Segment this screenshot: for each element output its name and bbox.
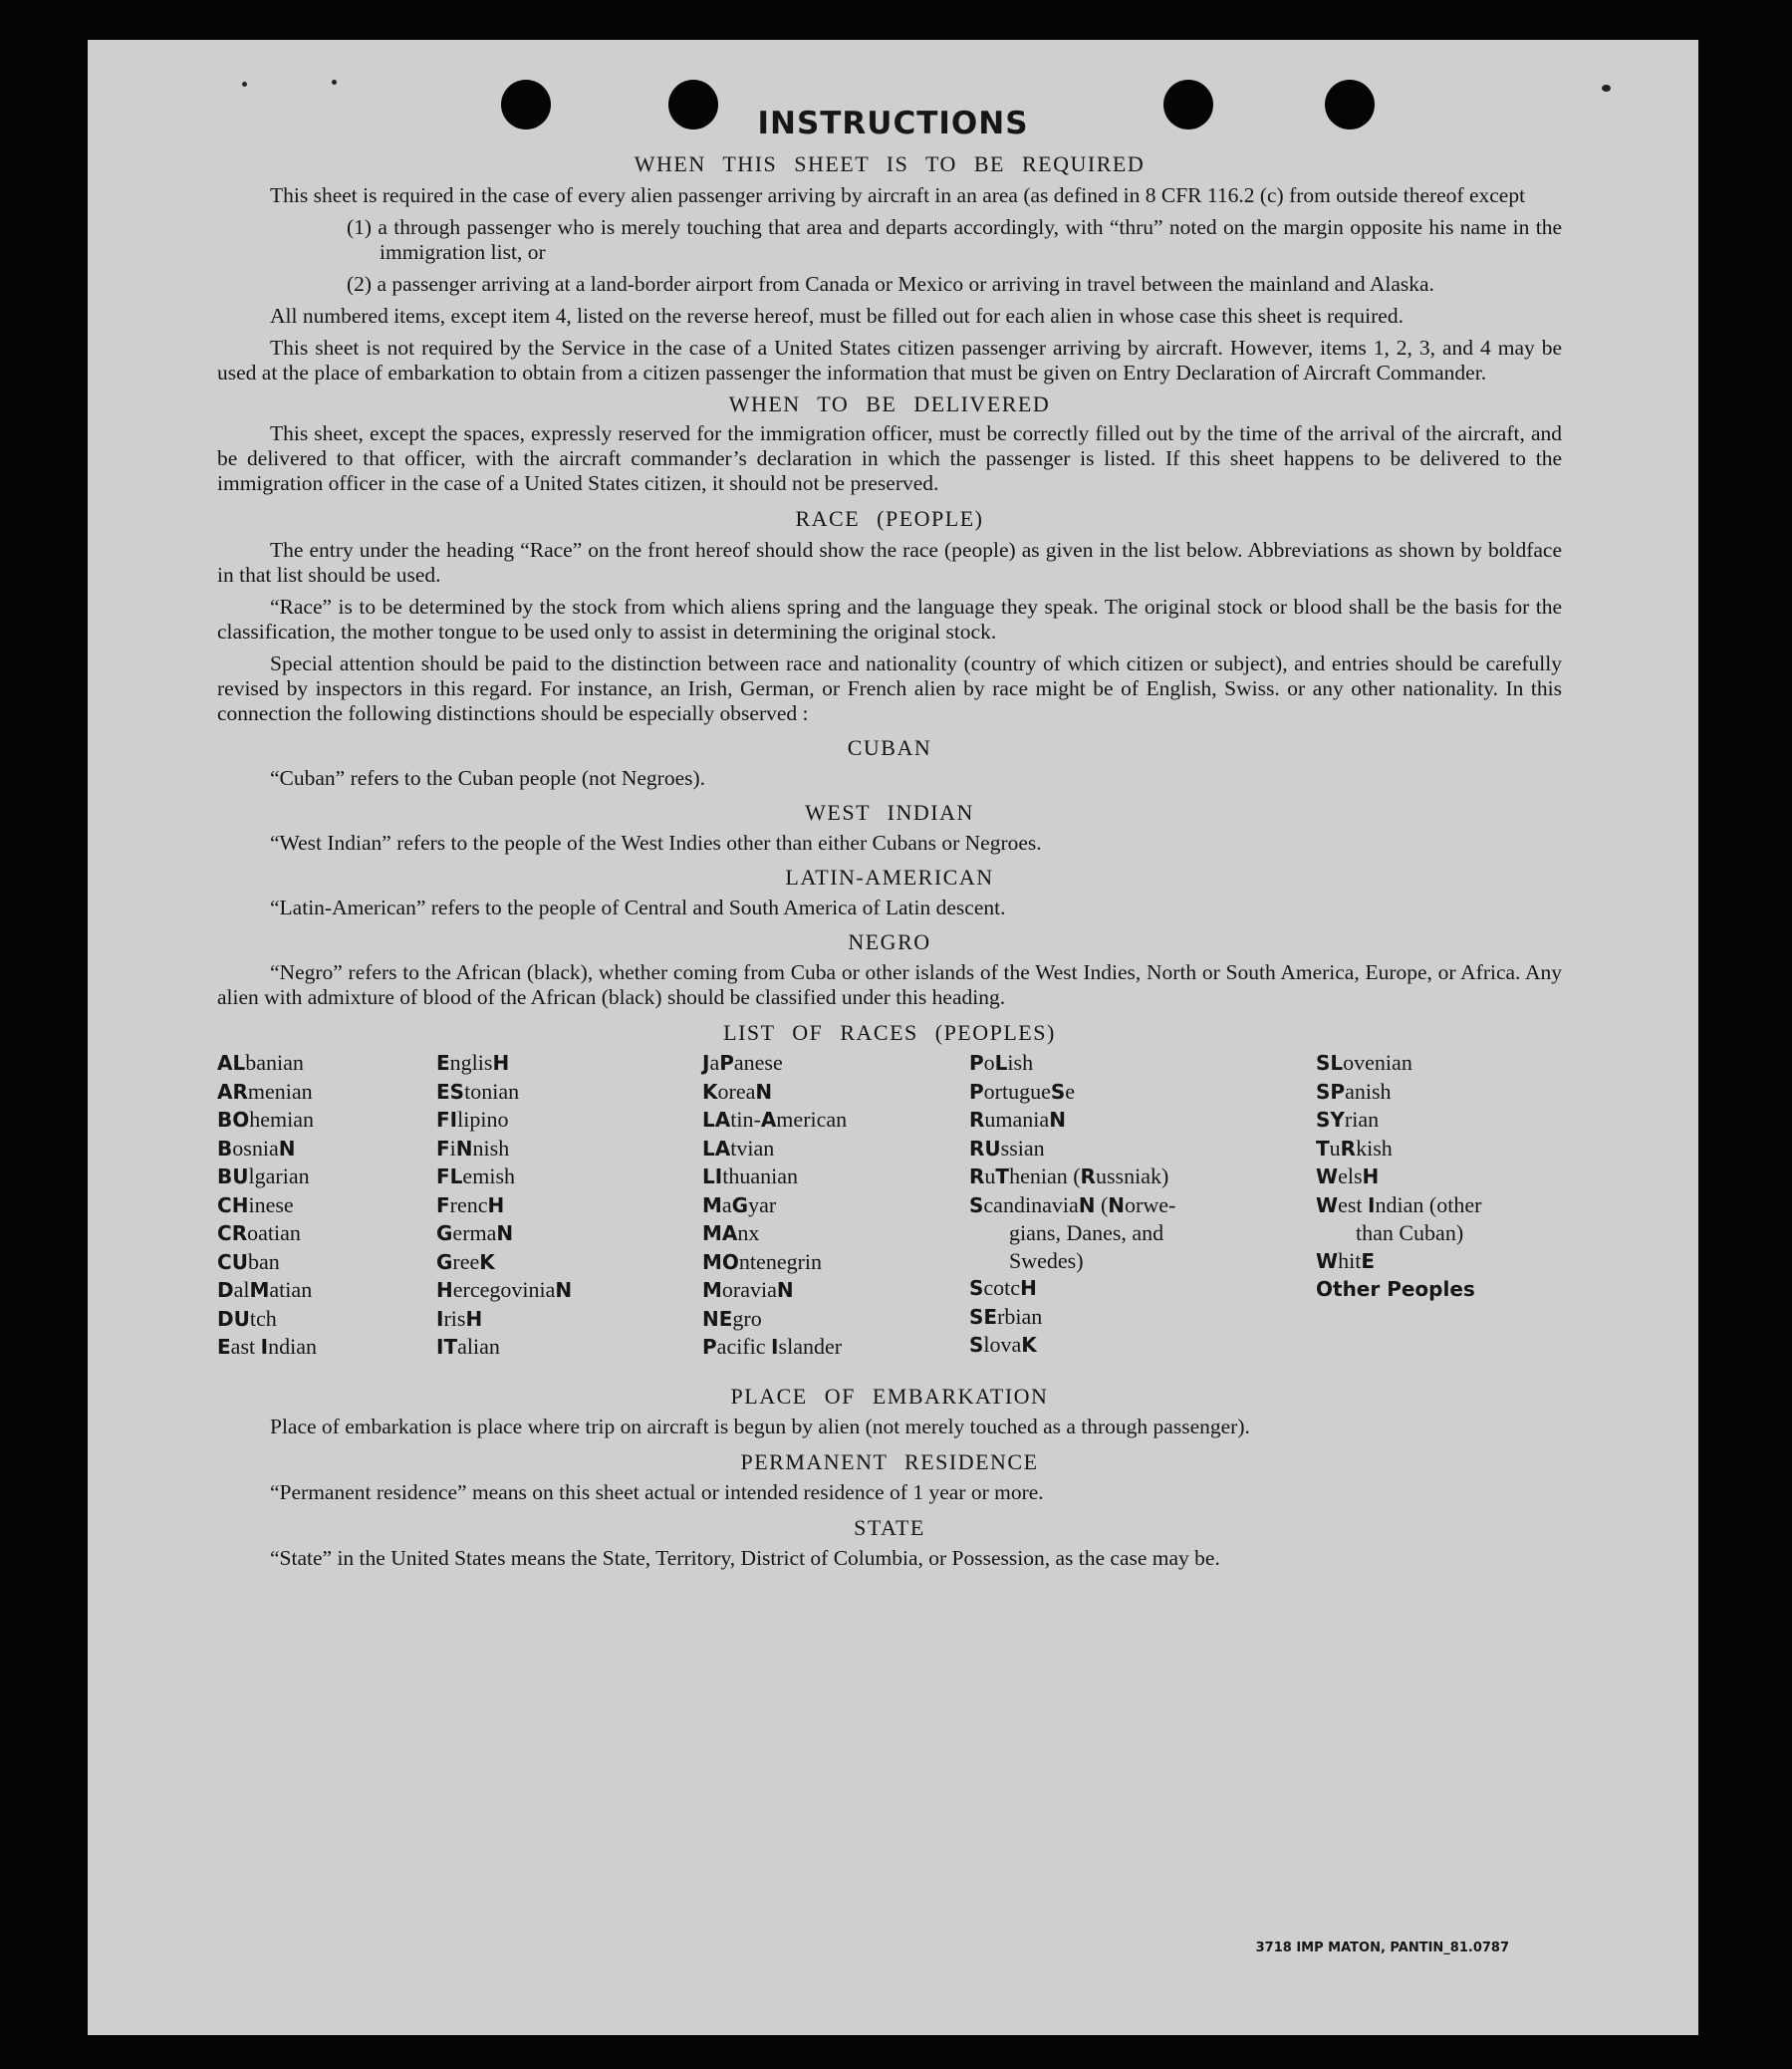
instructions-body (217, 151, 1562, 1571)
speck (1602, 85, 1611, 92)
race-entry: SlovaK (969, 1332, 1037, 1357)
race-entry: MAnx (702, 1220, 760, 1245)
race-entry: FrencH (436, 1191, 505, 1217)
race-entry: gians, Danes, and (1009, 1220, 1164, 1245)
race-entry: WhitE (1316, 1247, 1375, 1273)
race-entry: FiNnish (436, 1135, 510, 1161)
race-entry: DalMatian (217, 1277, 313, 1302)
race-entry: LIthuanian (702, 1164, 798, 1188)
race-column (436, 1049, 572, 1362)
heading-negro: NEGRO (848, 929, 931, 954)
printer-imprint: 3718 IMP MATON, PANTIN_81.0787 (1255, 1940, 1509, 1955)
race-entry: NEgro (702, 1305, 762, 1331)
heading-permanent-residence: PERMANENT RESIDENCE (740, 1449, 1039, 1474)
paragraph: “Race” is to be determined by the stock from which aliens spring and the language they speak. The original stock or blood shall be the basis for the classification, the mother tongue to be used only to assist in determining the original stock. (217, 595, 1562, 644)
list-item: (1) a through passenger who is merely touching that area and departs accordingly, with “thru” noted on the margin opposite his name in the immigration list, or (347, 215, 1562, 264)
race-entry: CRoatian (217, 1220, 301, 1245)
paragraph: “Negro” refers to the African (black), whether coming from Cuba or other islands of the West Indies, North or South America, Europe, or Africa. Any alien with admixture of blood of the African (black) should be classified under this heading. (217, 960, 1562, 1009)
race-entry: SErbian (969, 1303, 1043, 1329)
race-entry: RuThenian (Russniak) (969, 1164, 1169, 1188)
paragraph: Special attention should be paid to the distinction between race and nationality (country of which citizen or subject), and entries should be carefully revised by inspectors in this regard. For instance, an Irish, German, or French alien by race might be of English, Swiss. or any other nationality. In this connection the following distinctions should be especially observed : (217, 651, 1562, 725)
race-entry: ARmenian (217, 1078, 313, 1104)
speck (332, 80, 337, 85)
race-entry: WelsH (1316, 1164, 1380, 1188)
race-entry: GermaN (436, 1220, 514, 1245)
race-entry: LAtvian (702, 1135, 775, 1161)
race-list (217, 1049, 1562, 1378)
list-item: (2) a passenger arriving at a land-border airport from Canada or Mexico or arriving in travel between the mainland and Alaska. (347, 272, 1434, 296)
paragraph: This sheet is required in the case of every alien passenger arriving by aircraft in an area (as defined in 8 CFR 116.2 (c) from outside thereof except (270, 183, 1526, 207)
race-entry: East Indian (217, 1334, 317, 1359)
race-entry: SYrian (1316, 1107, 1380, 1132)
race-entry: CHinese (217, 1191, 294, 1217)
heading-west-indian: WEST INDIAN (805, 800, 974, 825)
paragraph: “West Indian” refers to the people of the West Indies other than either Cubans or Negroes. (270, 831, 1042, 855)
race-entry: MaGyar (702, 1191, 777, 1217)
race-entry: Pacific Islander (702, 1334, 843, 1359)
race-entry: KoreaN (702, 1078, 773, 1104)
paragraph: “State” in the United States means the State, Territory, District of Columbia, or Possession, as the case may be. (270, 1546, 1220, 1570)
paragraph: This sheet is not required by the Service in the case of a United States citizen passenger arriving by aircraft. However, items 1, 2, 3, and 4 may be used at the place of embarkation to obtain from a citizen passenger the information that must be given on Entry Declaration of Aircraft Commander. (217, 336, 1562, 385)
race-entry: Other Peoples (1316, 1277, 1475, 1301)
paragraph: The entry under the heading “Race” on the front hereof should show the race (people) as given in the list below. Abbreviations as shown by boldface in that list should be used. (217, 538, 1562, 587)
race-entry: CUban (217, 1248, 280, 1274)
race-column (217, 1049, 317, 1362)
race-column (702, 1049, 847, 1362)
race-column (969, 1049, 1175, 1360)
race-entry: ITalian (436, 1334, 500, 1359)
race-entry: RUssian (969, 1135, 1045, 1161)
heading-cuban: CUBAN (847, 735, 932, 760)
race-column (1316, 1049, 1481, 1304)
heading-when-required: WHEN THIS SHEET IS TO BE REQUIRED (634, 151, 1146, 176)
paragraph: “Latin-American” refers to the people of Central and South America of Latin descent. (270, 896, 1006, 919)
race-entry: LAtin-American (702, 1107, 848, 1132)
heading-race: RACE (PEOPLE) (795, 506, 984, 531)
heading-when-delivered: WHEN TO BE DELIVERED (728, 391, 1051, 416)
race-entry: IrisH (436, 1305, 483, 1331)
race-entry: ALbanian (217, 1050, 304, 1075)
race-entry: GreeK (436, 1248, 495, 1274)
heading-list-of-races: LIST OF RACES (PEOPLES) (723, 1020, 1056, 1045)
paragraph: All numbered items, except item 4, listed on the reverse hereof, must be filled out for each alien in whose case this sheet is required. (270, 304, 1404, 328)
race-entry: HercegoviniaN (436, 1277, 573, 1302)
race-entry: MoraviaN (702, 1277, 794, 1302)
race-entry: PoLish (969, 1050, 1034, 1075)
page-title: INSTRUCTIONS (757, 106, 1029, 141)
race-entry: RumaniaN (969, 1107, 1066, 1132)
heading-embarkation: PLACE OF EMBARKATION (730, 1384, 1049, 1409)
document-sheet (88, 40, 1698, 2035)
paragraph: “Permanent residence” means on this sheet actual or intended residence of 1 year or more. (270, 1480, 1044, 1504)
race-entry: BUlgarian (217, 1164, 310, 1188)
race-entry: FLemish (436, 1164, 515, 1188)
race-entry: West Indian (other (1316, 1191, 1482, 1217)
race-entry: MOntenegrin (702, 1248, 823, 1274)
race-entry: EStonian (436, 1078, 520, 1104)
speck (242, 82, 247, 87)
paragraph: Place of embarkation is place where trip on aircraft is begun by alien (not merely touched as a through passenger). (270, 1415, 1250, 1438)
race-entry: ScotcH (969, 1275, 1037, 1300)
race-entry: BosniaN (217, 1135, 296, 1161)
paragraph: “Cuban” refers to the Cuban people (not Negroes). (270, 766, 706, 790)
race-entry: ScandinaviaN (Norwe- (969, 1191, 1176, 1217)
heading-state: STATE (854, 1515, 925, 1540)
race-entry: Swedes) (1009, 1247, 1084, 1273)
race-entry: than Cuban) (1356, 1220, 1464, 1245)
race-entry: EnglisH (436, 1050, 510, 1075)
race-entry: FIlipino (436, 1107, 509, 1132)
race-entry: DUtch (217, 1305, 277, 1331)
race-entry: SPanish (1316, 1078, 1392, 1104)
race-entry: TuRkish (1316, 1135, 1393, 1161)
race-entry: PortugueSe (969, 1078, 1076, 1104)
race-entry: JaPanese (702, 1050, 783, 1075)
paragraph: This sheet, except the spaces, expressly reserved for the immigration officer, must be correctly filled out by the time of the arrival of the aircraft, and be delivered to that officer, with the aircraft commander’s declaration in which the passenger is listed. If this sheet happens to be delivered to the immigration officer in the case of a United States citizen, it should not be preserved. (217, 421, 1562, 495)
race-entry: BOhemian (217, 1107, 315, 1132)
heading-latin-american: LATIN-AMERICAN (785, 865, 994, 890)
race-entry: SLovenian (1316, 1050, 1412, 1075)
